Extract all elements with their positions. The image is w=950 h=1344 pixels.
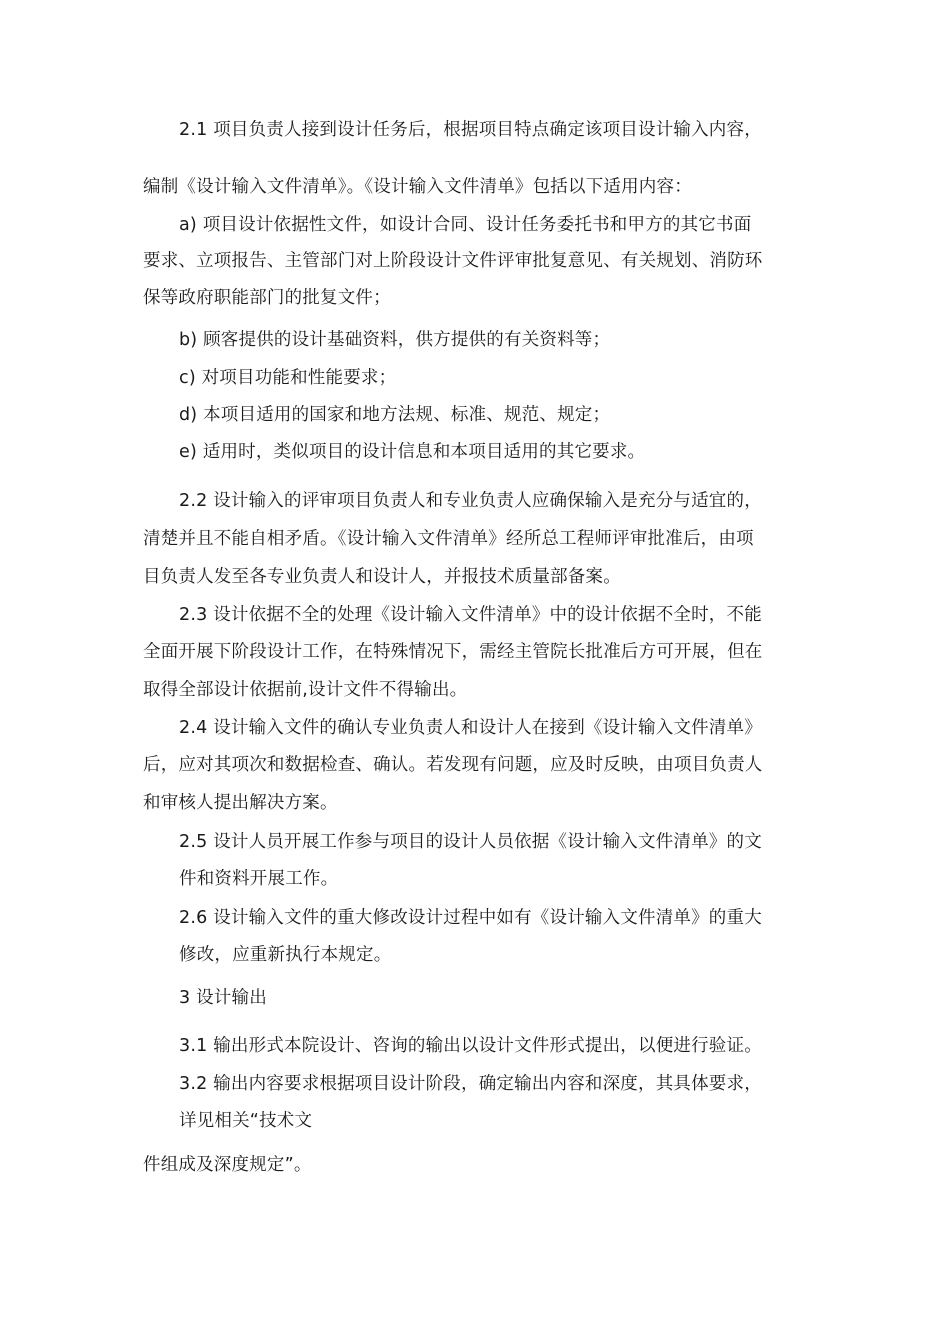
list-item-d: d) 本项目适用的国家和地方法规、标准、规范、规定； bbox=[179, 405, 611, 425]
paragraph-2-1-line-2: 编制《设计输入文件清单》。《设计输入文件清单》包括以下适用内容： bbox=[143, 177, 692, 197]
section-heading-3: 3 设计输出 bbox=[179, 988, 267, 1008]
paragraph-2-6-line-2: 修改，应重新执行本规定。 bbox=[179, 945, 392, 965]
paragraph-2-5-line-2: 件和资料开展工作。 bbox=[179, 869, 339, 889]
paragraph-2-5-line-1: 2.5 设计人员开展工作参与项目的设计人员依据《设计输入文件清单》的文 bbox=[179, 832, 762, 852]
list-item-a-line-1: a) 项目设计依据性文件，如设计合同、设计任务委托书和甲方的其它书面 bbox=[179, 215, 752, 235]
list-item-a-line-3: 保等政府职能部门的批复文件； bbox=[143, 288, 391, 308]
paragraph-2-2-line-2: 清楚并且不能自相矛盾。《设计输入文件清单》经所总工程师评审批准后，由项 bbox=[143, 529, 754, 549]
paragraph-2-4-line-1: 2.4 设计输入文件的确认专业负责人和设计人在接到《设计输入文件清单》 bbox=[179, 718, 762, 738]
paragraph-2-3-line-3: 取得全部设计依据前,设计文件不得输出。 bbox=[143, 680, 468, 700]
paragraph-2-2-line-3: 目负责人发至各专业负责人和设计人，并报技术质量部备案。 bbox=[143, 567, 621, 587]
paragraph-3-1: 3.1 输出形式本院设计、咨询的输出以设计文件形式提出，以便进行验证。 bbox=[179, 1036, 762, 1056]
paragraph-2-4-line-2: 后，应对其项次和数据检查、确认。若发现有问题，应及时反映，由项目负责人 bbox=[143, 755, 763, 775]
paragraph-2-1-line-1: 2.1 项目负责人接到设计任务后，根据项目特点确定该项目设计输入内容， bbox=[179, 120, 762, 140]
paragraph-2-3-line-1: 2.3 设计依据不全的处理《设计输入文件清单》中的设计依据不全时，不能 bbox=[179, 605, 762, 625]
list-item-a-line-2: 要求、立项报告、主管部门对上阶段设计文件评审批复意见、有关规划、消防环 bbox=[143, 251, 763, 271]
paragraph-2-3-line-2: 全面开展下阶段设计工作，在特殊情况下，需经主管院长批准后方可开展，但在 bbox=[143, 642, 763, 662]
list-item-c: c) 对项目功能和性能要求； bbox=[179, 368, 397, 388]
paragraph-2-4-line-3: 和审核人提出解决方案。 bbox=[143, 793, 338, 813]
paragraph-2-2-line-1: 2.2 设计输入的评审项目负责人和专业负责人应确保输入是充分与适宜的， bbox=[179, 491, 762, 511]
paragraph-2-6-line-1: 2.6 设计输入文件的重大修改设计过程中如有《设计输入文件清单》的重大 bbox=[179, 908, 762, 928]
list-item-b: b) 顾客提供的设计基础资料，供方提供的有关资料等； bbox=[179, 330, 611, 350]
list-item-e: e) 适用时，类似项目的设计信息和本项目适用的其它要求。 bbox=[179, 442, 646, 462]
paragraph-3-2-line-3: 件组成及深度规定”。 bbox=[143, 1155, 312, 1175]
paragraph-3-2-line-1: 3.2 输出内容要求根据项目设计阶段，确定输出内容和深度，其具体要求， bbox=[179, 1074, 762, 1094]
paragraph-3-2-line-2: 详见相关“技术文 bbox=[179, 1111, 313, 1131]
